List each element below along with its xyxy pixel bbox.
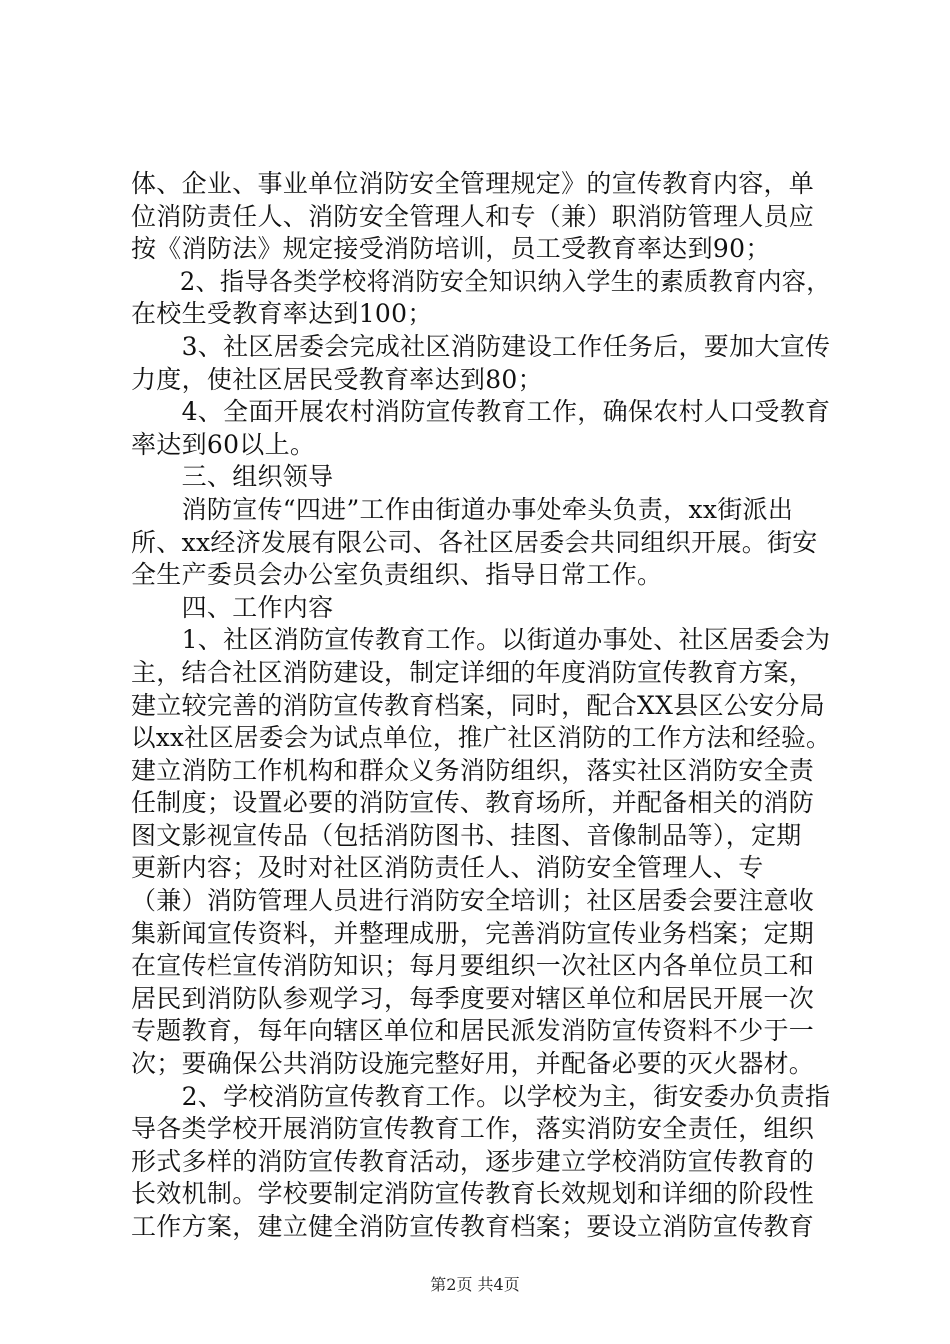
text-line: 更新内容；及时对社区消防责任人、消防安全管理人、专 bbox=[131, 853, 764, 883]
text-line: 按《消防法》规定接受消防培训，员工受教育率达到90； bbox=[131, 234, 771, 264]
text-line: 消防宣传“四进”工作由街道办事处牵头负责，xx街派出 bbox=[131, 494, 794, 524]
text-line: 集新闻宣传资料，并整理成册，完善消防宣传业务档案；定期 bbox=[131, 918, 815, 948]
page-footer: 第2页 共4页 bbox=[430, 1275, 520, 1294]
text-line: 建立较完善的消防宣传教育档案，同时，配合XX县区公安分局 bbox=[131, 690, 825, 720]
text-line: 4、全面开展农村消防宣传教育工作，确保农村人口受教育 bbox=[131, 397, 831, 427]
text-line: 2、指导各类学校将消防安全知识纳入学生的素质教育内容， bbox=[131, 266, 831, 296]
text-line: 次；要确保公共消防设施完整好用，并配备必要的灭火器材。 bbox=[131, 1049, 815, 1079]
text-line: 在校生受教育率达到100； bbox=[131, 299, 433, 329]
text-line: 2、学校消防宣传教育工作。以学校为主，街安委办负责指 bbox=[131, 1081, 831, 1111]
text-line: 长效机制。学校要制定消防宣传教育长效规划和详细的阶段性 bbox=[131, 1179, 815, 1209]
text-line: 所、xx经济发展有限公司、各社区居委会共同组织开展。街安 bbox=[131, 527, 818, 557]
text-line: 率达到60以上。 bbox=[131, 429, 316, 459]
text-line: 全生产委员会办公室负责组织、指导日常工作。 bbox=[131, 560, 663, 590]
text-line: 居民到消防队参观学习，每季度要对辖区单位和居民开展一次 bbox=[131, 983, 815, 1013]
body-text bbox=[131, 168, 831, 1244]
text-line: 建立消防工作机构和群众义务消防组织，落实社区消防安全责 bbox=[131, 755, 815, 785]
text-line: 3、社区居委会完成社区消防建设工作任务后，要加大宣传 bbox=[131, 331, 831, 361]
text-line: 位消防责任人、消防安全管理人和专（兼）职消防管理人员应 bbox=[131, 201, 815, 231]
text-line: 图文影视宣传品（包括消防图书、挂图、音像制品等），定期 bbox=[131, 820, 802, 850]
text-line: （兼）消防管理人员进行消防安全培训；社区居委会要注意收 bbox=[131, 886, 815, 916]
section-heading: 三、组织领导 bbox=[131, 462, 334, 492]
text-line: 任制度；设置必要的消防宣传、教育场所，并配备相关的消防 bbox=[131, 788, 815, 818]
text-line: 导各类学校开展消防宣传教育工作，落实消防安全责任，组织 bbox=[131, 1114, 815, 1144]
text-line: 工作方案，建立健全消防宣传教育档案；要设立消防宣传教育 bbox=[131, 1212, 815, 1241]
text-line: 主，结合社区消防建设，制定详细的年度消防宣传教育方案， bbox=[131, 657, 815, 687]
text-line: 在宣传栏宣传消防知识；每月要组织一次社区内各单位员工和 bbox=[131, 951, 815, 981]
text-line: 专题教育，每年向辖区单位和居民派发消防宣传资料不少于一 bbox=[131, 1016, 815, 1046]
text-line: 1、社区消防宣传教育工作。以街道办事处、社区居委会为 bbox=[131, 625, 831, 655]
text-line: 以xx社区居委会为试点单位，推广社区消防的工作方法和经验。 bbox=[131, 723, 831, 753]
section-heading: 四、工作内容 bbox=[131, 592, 334, 622]
text-line: 体、企业、事业单位消防安全管理规定》的宣传教育内容，单 bbox=[131, 169, 815, 198]
text-line: 力度，使社区居民受教育率达到80； bbox=[131, 364, 543, 394]
text-line: 形式多样的消防宣传教育活动，逐步建立学校消防宣传教育的 bbox=[131, 1146, 815, 1176]
